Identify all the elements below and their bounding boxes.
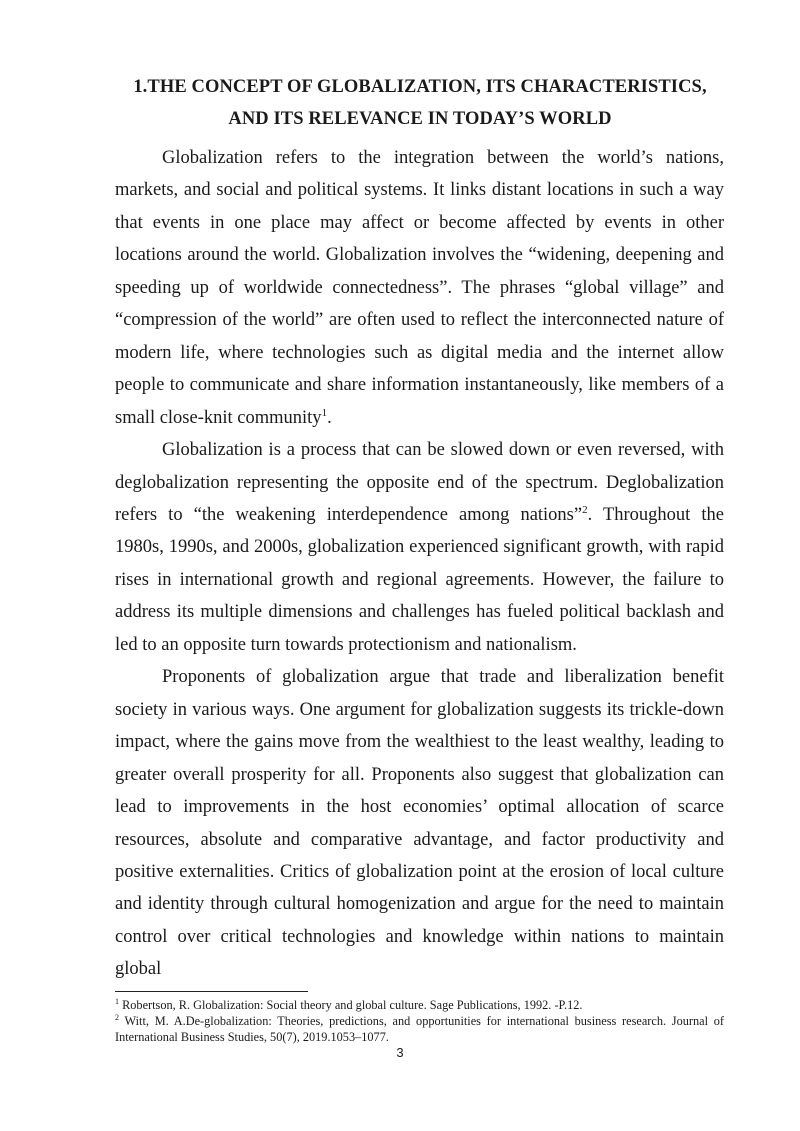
footnote-2-text: Witt, M. A.De-globalization: Theories, predictions, and opportunities for international business research. Journal of International Business Studies, 50(7), 2019.1053–1077. [115, 1013, 724, 1044]
paragraph-1-end: . [327, 407, 332, 428]
page-number: 3 [396, 1045, 404, 1060]
paragraph-2-rest: . Throughout the 1980s, 1990s, and 2000s, globalization experienced significant growth, with rapid rises in international growth and regional agreements. However, the failure to address its multiple dimensions and challenges has fueled political backlash and led to an opposite turn towards protectionism and nationalism. [115, 504, 725, 655]
footnote-ref-2: 2 [582, 503, 588, 516]
footnote-2-mark: 2 [115, 1012, 119, 1022]
body-text [115, 142, 724, 986]
footnotes [115, 998, 724, 1045]
paragraph-1 [115, 142, 724, 434]
paragraph-3-text: Proponents of globalization argue that trade and liberalization benefit society in various ways. One argument for globalization suggests its trickle-down impact, where the gains move from the wealthiest to the least wealthy, leading to greater overall prosperity for all. Proponents also suggest that globalization can lead to improvements in the host economies’ optimal allocation of scarce resources, absolute and comparative advantage, and factor productivity and positive externalities. Critics of globalization point at the erosion of local culture and identity through cultural homogenization and argue for the need to maintain control over critical technologies and knowledge within nations to maintain global [115, 667, 724, 980]
paragraph-3 [115, 661, 724, 986]
section-heading-line-1: 1.THE CONCEPT OF GLOBALIZATION, ITS CHARACTERISTICS, [133, 77, 707, 97]
footnote-1-text: Robertson, R. Globalization: Social theory and global culture. Sage Publications, 1992. -P.12. [119, 998, 583, 1012]
paragraph-2 [115, 434, 724, 661]
paragraph-1-text: Globalization refers to the integration between the world’s nations, markets, and social and political systems. It links distant locations in such a way that events in one place may affect or become affected by events in other locations around the world. Globalization involves the “widening, deepening and speeding up of worldwide connectedness”. The phrases “global village” and “compression of the world” are often used to reflect the interconnected nature of modern life, where technologies such as digital media and the internet allow people to communicate and share information instantaneously, like members of a small close-knit community [115, 148, 724, 428]
paragraph-2-text: Globalization is a process that can be slowed down or even reversed, with deglobalization representing the opposite end of the spectrum. Deglobalization refers to “the weakening interdependence among nations” [115, 440, 724, 525]
footnote-2 [115, 1014, 724, 1046]
footnote-1-mark: 1 [115, 996, 119, 1006]
footnote-ref-1: 1 [321, 406, 328, 419]
footnote-1 [115, 998, 724, 1014]
footnote-separator [115, 991, 308, 992]
section-heading-line-2: AND ITS RELEVANCE IN TODAY’S WORLD [228, 109, 612, 129]
